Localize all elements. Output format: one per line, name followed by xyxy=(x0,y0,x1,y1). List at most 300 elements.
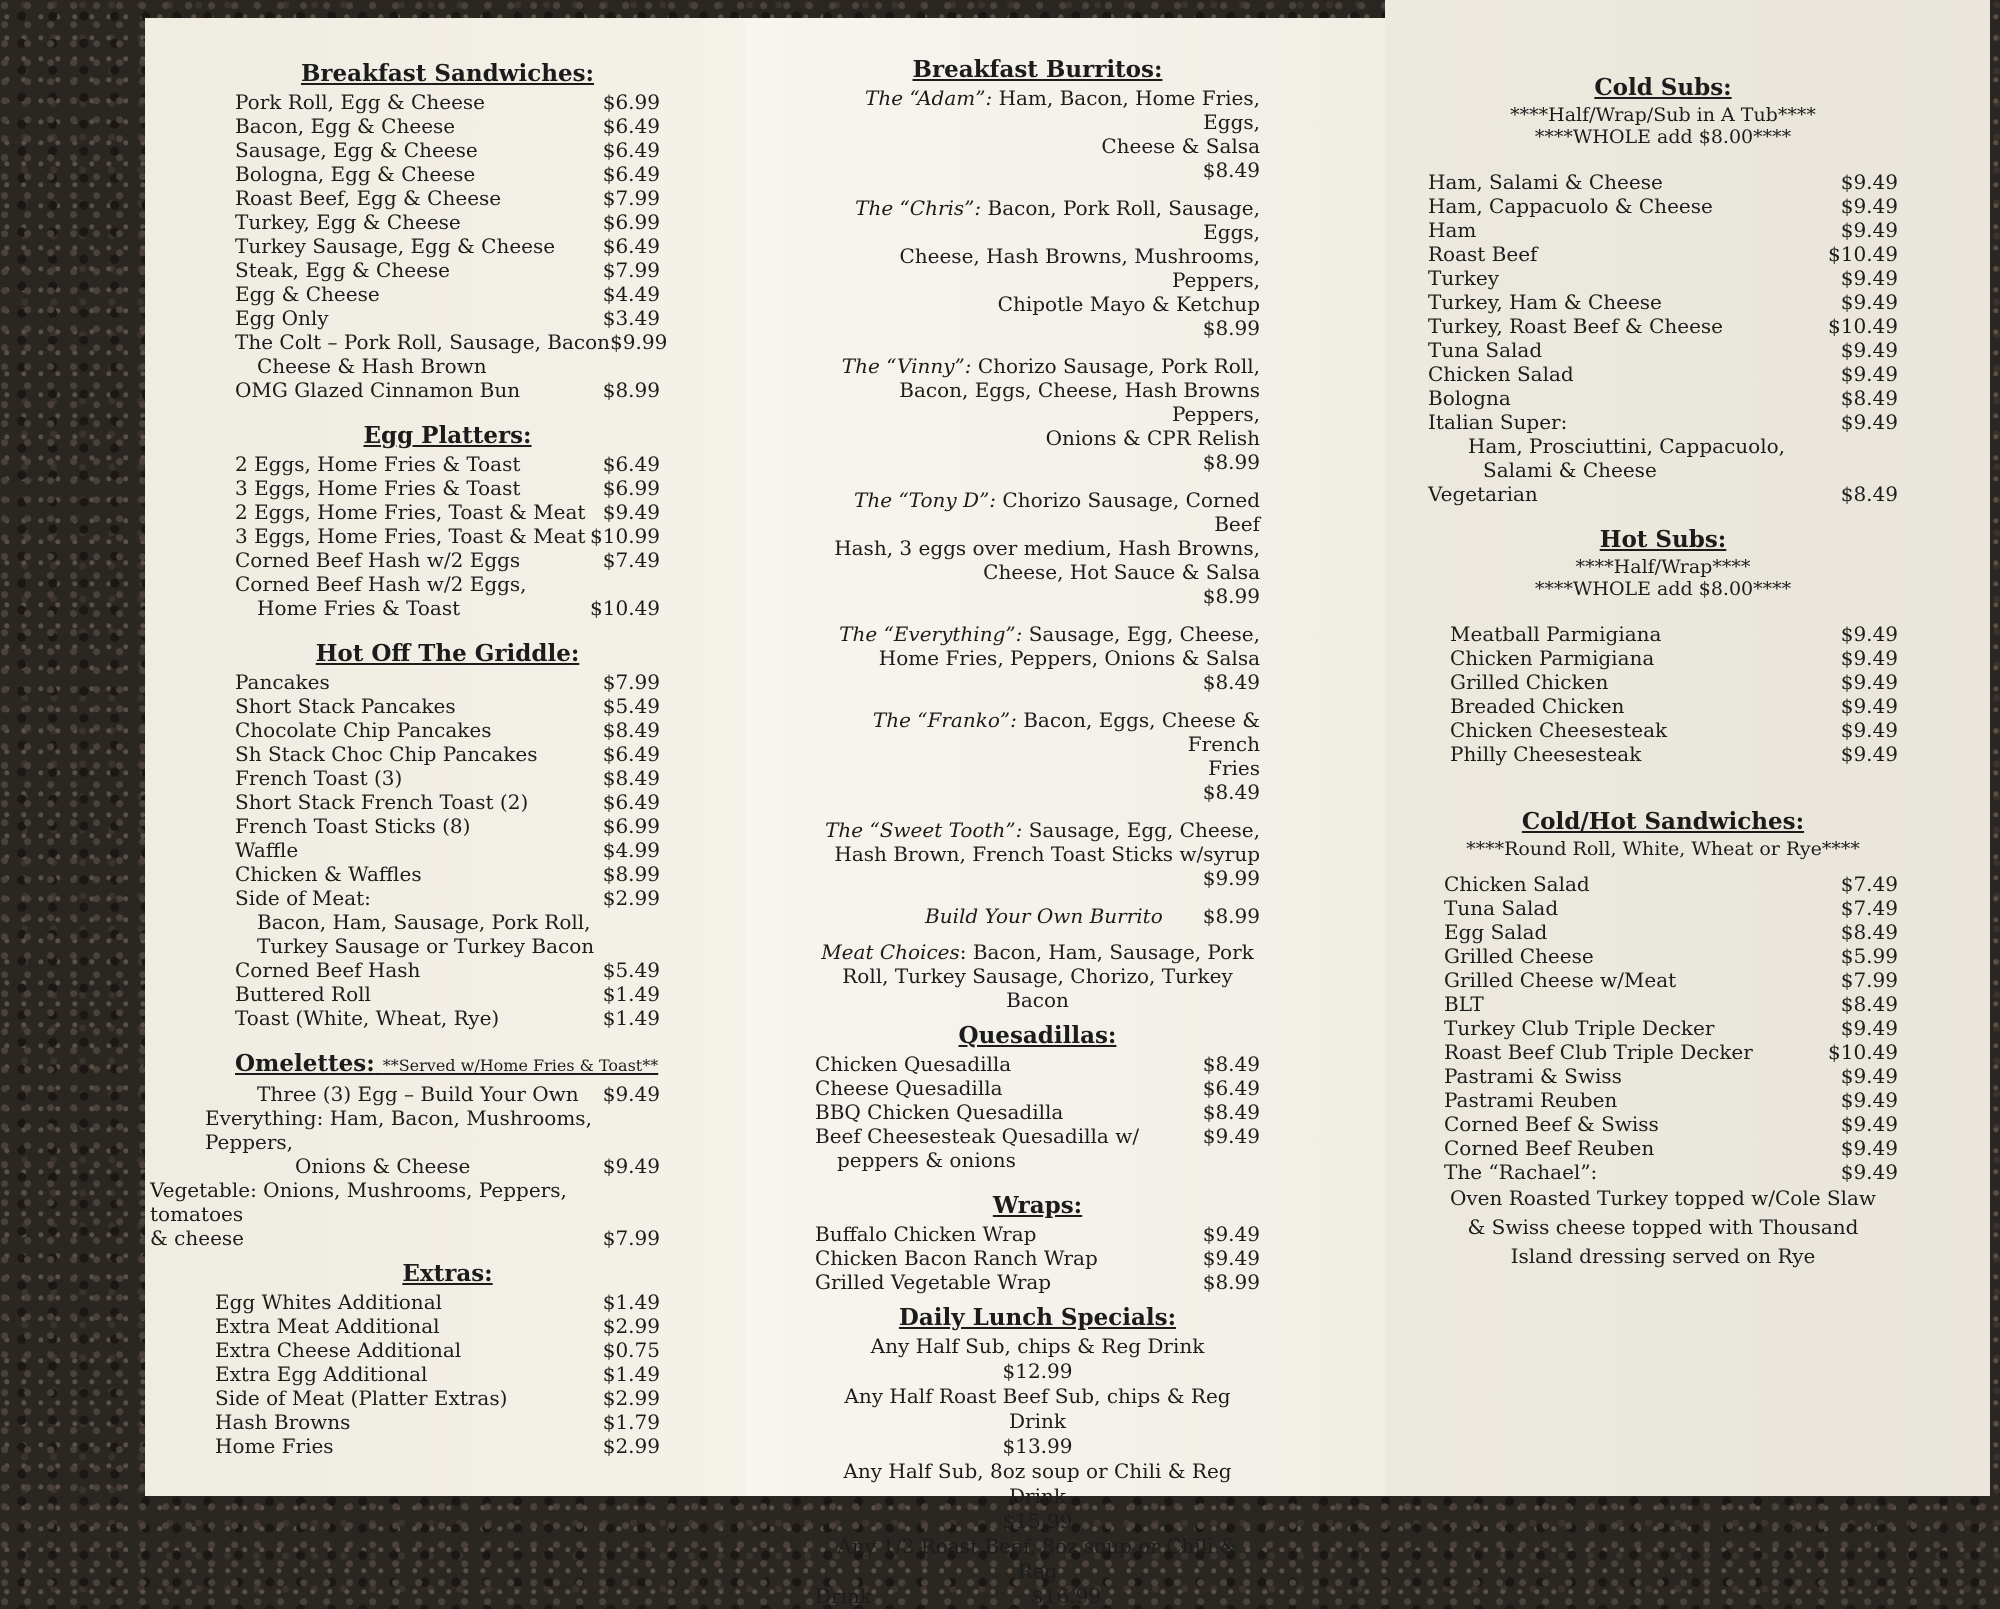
item-name: French Toast (3) xyxy=(235,766,403,790)
colt-description: Cheese & Hash Brown xyxy=(257,354,487,378)
item-name: Bologna, Egg & Cheese xyxy=(235,162,476,186)
item-price: $6.49 xyxy=(602,138,660,162)
burrito-item xyxy=(815,354,1260,474)
menu-item xyxy=(235,596,660,620)
item-price: $12.99 xyxy=(1002,1359,1073,1383)
item-price: $8.49 xyxy=(1840,992,1898,1016)
item-price: $9.49 xyxy=(1840,338,1898,362)
menu-item xyxy=(1428,290,1898,314)
item-price: $7.49 xyxy=(1840,896,1898,920)
special-last-line1: Any 1/2 Roast Beef, 8oz soup or Chili & Reg xyxy=(837,1534,1238,1583)
rachael-description xyxy=(1428,1184,1898,1271)
menu-item xyxy=(1428,482,1898,506)
burrito-desc: Ham, Bacon, Home Fries, Eggs, xyxy=(998,86,1260,134)
item-price: $1.79 xyxy=(602,1410,660,1434)
burrito-item xyxy=(815,488,1260,608)
menu-item xyxy=(1444,1088,1898,1112)
item-price: $9.99 xyxy=(610,330,668,354)
burrito-desc: Bacon, Pork Roll, Sausage, Eggs, xyxy=(987,196,1260,244)
item-name: The “Rachael”: xyxy=(1444,1160,1598,1184)
item-name: Pancakes xyxy=(235,670,330,694)
menu-item xyxy=(215,1434,660,1458)
burrito-desc: Hash, 3 eggs over medium, Hash Browns, xyxy=(834,536,1260,560)
menu-item xyxy=(235,1082,660,1106)
menu-item xyxy=(1444,1064,1898,1088)
section-title-extras: Extras: xyxy=(402,1260,493,1287)
item-name: Bologna xyxy=(1428,386,1511,410)
burrito-desc: Home Fries, Peppers, Onions & Salsa xyxy=(878,646,1260,670)
menu-item xyxy=(235,982,660,1006)
item-price: $8.49 xyxy=(1202,1052,1260,1076)
item-name: Breaded Chicken xyxy=(1450,694,1625,718)
menu-item xyxy=(815,1270,1260,1294)
item-price: $7.99 xyxy=(1840,968,1898,992)
item-name: Egg Whites Additional xyxy=(215,1290,443,1314)
item-price: $9.49 xyxy=(1840,194,1898,218)
item-name: Ham, Cappacuolo & Cheese xyxy=(1428,194,1713,218)
item-name: Extra Meat Additional xyxy=(215,1314,440,1338)
menu-item xyxy=(1428,242,1898,266)
menu-item xyxy=(235,210,660,234)
cold-subs-note2: ****WHOLE add $8.00**** xyxy=(1534,126,1792,148)
item-name: Chicken Bacon Ranch Wrap xyxy=(815,1246,1098,1270)
menu-item xyxy=(815,904,1260,928)
item-price: $9.49 xyxy=(1202,1222,1260,1246)
hash-platter-line2: Home Fries & Toast xyxy=(257,596,461,620)
burrito-desc: Chorizo Sausage, Corned Beef xyxy=(1002,488,1260,536)
vegetable-line1: Vegetable: Onions, Mushrooms, Peppers, tomatoes xyxy=(150,1178,567,1226)
burrito-desc: Onions & CPR Relish xyxy=(1045,426,1260,450)
menu-item xyxy=(815,1124,1260,1148)
side-meat-line3: Turkey Sausage or Turkey Bacon xyxy=(257,934,595,958)
menu-item xyxy=(235,766,660,790)
menu-item xyxy=(1428,338,1898,362)
item-name: OMG Glazed Cinnamon Bun xyxy=(235,378,521,402)
section-title-breakfast-sandwiches: Breakfast Sandwiches: xyxy=(300,60,595,87)
italian-line2: Ham, Prosciuttini, Cappacuolo, xyxy=(1468,434,1785,458)
item-name: Grilled Vegetable Wrap xyxy=(815,1270,1052,1294)
meat-choices-line2: Roll, Turkey Sausage, Chorizo, Turkey Bacon xyxy=(842,964,1233,1012)
item-price: $8.49 xyxy=(1202,1100,1260,1124)
item-name: Pastrami Reuben xyxy=(1444,1088,1618,1112)
meat-choices-line1: : Bacon, Ham, Sausage, Pork xyxy=(959,940,1254,964)
item-name: Egg & Cheese xyxy=(235,282,380,306)
item-name: Short Stack French Toast (2) xyxy=(235,790,529,814)
item-name: Chicken Quesadilla xyxy=(815,1052,1012,1076)
meat-choices-label: Meat Choices xyxy=(821,940,960,964)
item-name: Meatball Parmigiana xyxy=(1450,622,1662,646)
menu-item xyxy=(235,958,660,982)
item-price: $10.49 xyxy=(1828,1040,1898,1064)
rachael-line3: Island dressing served on Rye xyxy=(1510,1244,1816,1268)
item-price: $6.49 xyxy=(602,742,660,766)
burrito-name: The “Tony D”: xyxy=(854,488,997,512)
menu-item xyxy=(235,1154,660,1178)
item-price: $9.49 xyxy=(1840,1136,1898,1160)
item-price: $9.49 xyxy=(1840,290,1898,314)
special-name: Any Half Sub, 8oz soup or Chili & Reg Drink xyxy=(843,1459,1232,1508)
section-title-burritos: Breakfast Burritos: xyxy=(912,56,1163,83)
meat-choices xyxy=(815,940,1260,1012)
item-name: Sh Stack Choc Chip Pancakes xyxy=(235,742,538,766)
item-price: $0.75 xyxy=(602,1338,660,1362)
menu-item xyxy=(235,234,660,258)
item-name: Hash Browns xyxy=(215,1410,351,1434)
item-name: Chocolate Chip Pancakes xyxy=(235,718,492,742)
item-name: Egg Salad xyxy=(1444,920,1548,944)
sandwiches-list xyxy=(1428,872,1898,1184)
item-name: Corned Beef Reuben xyxy=(1444,1136,1655,1160)
item-price: $6.49 xyxy=(602,790,660,814)
burrito-desc: Fries xyxy=(1208,756,1260,780)
hot-subs-list xyxy=(1428,622,1898,766)
menu-item xyxy=(235,886,660,910)
menu-item xyxy=(235,1006,660,1030)
menu-item xyxy=(235,186,660,210)
item-name: Turkey xyxy=(1428,266,1500,290)
burrito-desc: Hash Brown, French Toast Sticks w/syrup xyxy=(834,842,1260,866)
item-name: Roast Beef xyxy=(1428,242,1538,266)
menu-item xyxy=(1428,410,1898,434)
menu-item xyxy=(815,1076,1260,1100)
item-price: $9.49 xyxy=(1840,742,1898,766)
item-name: Waffle xyxy=(235,838,299,862)
item-price: $6.49 xyxy=(602,234,660,258)
item-price: $9.49 xyxy=(1840,410,1898,434)
item-price: $2.99 xyxy=(602,1434,660,1458)
menu-item xyxy=(235,670,660,694)
item-name: Italian Super: xyxy=(1428,410,1568,434)
item-name: 2 Eggs, Home Fries & Toast xyxy=(235,452,521,476)
item-name: Sausage, Egg & Cheese xyxy=(235,138,478,162)
item-name: Home Fries xyxy=(215,1434,334,1458)
item-price: $7.99 xyxy=(602,1226,660,1250)
item-name: Tuna Salad xyxy=(1428,338,1543,362)
menu-item xyxy=(235,694,660,718)
section-title-griddle: Hot Off The Griddle: xyxy=(315,640,580,667)
item-price: $8.99 xyxy=(1202,584,1260,608)
item-price: $2.99 xyxy=(602,886,660,910)
item-price: $9.49 xyxy=(602,1154,660,1178)
burrito-item xyxy=(815,196,1260,340)
omelettes-title: Omelettes: xyxy=(235,1050,375,1077)
menu-item xyxy=(235,258,660,282)
menu-item xyxy=(1444,1136,1898,1160)
item-name: Roast Beef Club Triple Decker xyxy=(1444,1040,1753,1064)
right-column xyxy=(1428,76,1898,1271)
menu-item xyxy=(1428,170,1898,194)
item-price: $8.99 xyxy=(1202,904,1260,928)
item-price: $7.99 xyxy=(602,186,660,210)
section-title-hot-subs: Hot Subs: xyxy=(1599,526,1727,553)
item-name: Extra Cheese Additional xyxy=(215,1338,462,1362)
item-price: $9.49 xyxy=(1840,170,1898,194)
menu-item xyxy=(235,790,660,814)
special-item xyxy=(815,1459,1260,1534)
menu-item xyxy=(1450,694,1898,718)
item-price: $13.99 xyxy=(1002,1434,1073,1458)
item-name: Tuna Salad xyxy=(1444,896,1559,920)
item-name: Corned Beef Hash xyxy=(235,958,421,982)
side-meat-line2: Bacon, Ham, Sausage, Pork Roll, xyxy=(257,910,591,934)
menu-item xyxy=(815,1246,1260,1270)
item-name: Grilled Chicken xyxy=(1450,670,1609,694)
item-name: BLT xyxy=(1444,992,1484,1016)
burrito-desc: Cheese, Hot Sauce & Salsa xyxy=(983,560,1260,584)
item-name: Side of Meat: xyxy=(235,886,371,910)
burrito-item xyxy=(815,622,1260,694)
extras-list xyxy=(215,1290,660,1458)
menu-item xyxy=(215,1314,660,1338)
item-name: Turkey, Ham & Cheese xyxy=(1428,290,1662,314)
burrito-desc: Cheese, Hash Browns, Mushrooms, Peppers, xyxy=(899,244,1260,292)
item-name: 3 Eggs, Home Fries & Toast xyxy=(235,476,521,500)
item-price: $6.99 xyxy=(602,90,660,114)
menu-item xyxy=(1444,1040,1898,1064)
burrito-list xyxy=(815,86,1260,890)
menu-item xyxy=(1428,218,1898,242)
item-name: Chicken Cheesesteak xyxy=(1450,718,1668,742)
menu-item xyxy=(235,282,660,306)
item-price: $1.49 xyxy=(602,1006,660,1030)
item-name: 2 Eggs, Home Fries, Toast & Meat xyxy=(235,500,586,524)
item-price: $5.49 xyxy=(602,958,660,982)
item-price: $6.49 xyxy=(602,452,660,476)
section-title-sandwiches: Cold/Hot Sandwiches: xyxy=(1521,808,1805,835)
item-name: Pork Roll, Egg & Cheese xyxy=(235,90,486,114)
menu-item xyxy=(1444,896,1898,920)
section-title-lunch-specials: Daily Lunch Specials: xyxy=(898,1304,1177,1331)
section-title-quesadillas: Quesadillas: xyxy=(958,1022,1117,1049)
middle-column xyxy=(815,58,1260,1609)
menu-item xyxy=(1444,872,1898,896)
menu-item xyxy=(235,814,660,838)
item-name: Vegetarian xyxy=(1428,482,1538,506)
menu-item xyxy=(1450,742,1898,766)
item-name: Ham xyxy=(1428,218,1477,242)
item-name: BBQ Chicken Quesadilla xyxy=(815,1100,1064,1124)
item-price: $7.99 xyxy=(602,258,660,282)
special-name: Any Half Sub, chips & Reg Drink xyxy=(870,1334,1205,1358)
menu-item xyxy=(235,862,660,886)
italian-line3: Salami & Cheese xyxy=(1483,458,1657,482)
item-name: Chicken Salad xyxy=(1428,362,1574,386)
burrito-desc: Bacon, Eggs, Cheese & French xyxy=(1023,708,1260,756)
menu-item xyxy=(235,138,660,162)
menu-item xyxy=(235,306,660,330)
item-name: Ham, Salami & Cheese xyxy=(1428,170,1663,194)
item-price: $6.99 xyxy=(602,476,660,500)
item-price: $9.49 xyxy=(1840,362,1898,386)
item-price: $9.49 xyxy=(1840,622,1898,646)
item-name: Chicken Parmigiana xyxy=(1450,646,1655,670)
special-last-row xyxy=(815,1584,1260,1609)
burrito-name: The “Franko”: xyxy=(872,708,1017,732)
section-title-wraps: Wraps: xyxy=(992,1192,1083,1219)
menu-item xyxy=(1444,944,1898,968)
menu-item xyxy=(235,524,660,548)
burrito-desc: Bacon, Eggs, Cheese, Hash Browns Peppers, xyxy=(899,378,1260,426)
hot-subs-note2: ****WHOLE add $8.00**** xyxy=(1534,578,1792,600)
item-price: $9.49 xyxy=(1840,1016,1898,1040)
left-column xyxy=(150,60,668,1458)
menu-item xyxy=(235,114,660,138)
item-name: The Colt – Pork Roll, Sausage, Bacon xyxy=(235,330,611,354)
item-name: Corned Beef Hash w/2 Eggs xyxy=(235,548,521,572)
item-name: Build Your Own Burrito xyxy=(925,904,1163,928)
item-price: $9.49 xyxy=(1840,1160,1898,1184)
menu-item xyxy=(235,742,660,766)
item-price: $4.49 xyxy=(602,282,660,306)
menu-item xyxy=(235,718,660,742)
griddle-list-2 xyxy=(235,958,660,1030)
burrito-desc: Cheese & Salsa xyxy=(1101,134,1260,158)
item-price: $8.49 xyxy=(602,766,660,790)
menu-item xyxy=(235,476,660,500)
item-price: $10.99 xyxy=(590,524,660,548)
menu-item xyxy=(235,378,660,402)
griddle-list xyxy=(235,670,660,910)
item-price: $8.49 xyxy=(1202,670,1260,694)
menu-item xyxy=(1428,386,1898,410)
menu-item xyxy=(235,452,660,476)
menu-item xyxy=(215,1386,660,1410)
burrito-desc: Chipotle Mayo & Ketchup xyxy=(997,292,1260,316)
omelettes-note: **Served w/Home Fries & Toast** xyxy=(382,1056,659,1075)
item-price: $6.99 xyxy=(602,210,660,234)
item-price: $5.99 xyxy=(1840,944,1898,968)
item-name: Turkey Sausage, Egg & Cheese xyxy=(235,234,556,258)
burrito-name: The “Adam”: xyxy=(865,86,993,110)
item-name: Cheese Quesadilla xyxy=(815,1076,1003,1100)
item-name: Extra Egg Additional xyxy=(215,1362,428,1386)
item-price: $4.99 xyxy=(602,838,660,862)
hash-platter-line1: Corned Beef Hash w/2 Eggs, xyxy=(235,572,527,596)
item-price: $9.49 xyxy=(1840,218,1898,242)
menu-item xyxy=(1428,194,1898,218)
item-name: Buffalo Chicken Wrap xyxy=(815,1222,1037,1246)
item-price: $1.49 xyxy=(602,982,660,1006)
menu-item xyxy=(815,1222,1260,1246)
special-item xyxy=(815,1334,1260,1384)
item-name: Roast Beef, Egg & Cheese xyxy=(235,186,502,210)
item-price: $9.49 xyxy=(1202,1124,1260,1148)
item-price: $8.49 xyxy=(1202,158,1260,182)
cold-subs-note1: ****Half/Wrap/Sub in A Tub**** xyxy=(1510,104,1816,126)
item-price: $8.99 xyxy=(602,378,660,402)
everything-line1: Everything: Ham, Bacon, Mushrooms, Peppers, xyxy=(205,1106,592,1154)
item-price: $6.49 xyxy=(602,114,660,138)
menu-item xyxy=(1428,314,1898,338)
item-price: $9.49 xyxy=(1840,1064,1898,1088)
menu-item xyxy=(235,838,660,862)
burrito-desc: Sausage, Egg, Cheese, xyxy=(1028,818,1260,842)
item-name: Beef Cheesesteak Quesadilla w/ xyxy=(815,1124,1140,1148)
item-price: $7.49 xyxy=(1840,872,1898,896)
item-price: $9.49 xyxy=(1840,1088,1898,1112)
menu-item xyxy=(1450,670,1898,694)
item-price: $9.49 xyxy=(602,500,660,524)
item-price: $6.99 xyxy=(602,814,660,838)
menu-item xyxy=(215,1362,660,1386)
section-title-egg-platters: Egg Platters: xyxy=(363,422,532,449)
item-price: $2.99 xyxy=(602,1314,660,1338)
burrito-item xyxy=(815,708,1260,804)
item-price: $10.49 xyxy=(1828,314,1898,338)
sandwiches-note: ****Round Roll, White, Wheat or Rye**** xyxy=(1466,838,1860,860)
vegetable-line2: & cheese xyxy=(150,1226,245,1250)
menu-item xyxy=(815,1100,1260,1124)
item-price: $8.49 xyxy=(1840,920,1898,944)
item-price: $3.49 xyxy=(602,306,660,330)
special-last xyxy=(815,1534,1260,1609)
item-price: $9.49 xyxy=(602,1082,660,1106)
item-name: Turkey, Egg & Cheese xyxy=(235,210,461,234)
menu-item xyxy=(215,1410,660,1434)
item-name: Grilled Cheese w/Meat xyxy=(1444,968,1677,992)
menu-item xyxy=(1450,646,1898,670)
item-price: $8.99 xyxy=(1202,316,1260,340)
section-title-cold-subs: Cold Subs: xyxy=(1594,74,1732,101)
item-price: $9.49 xyxy=(1840,694,1898,718)
item-name: Grilled Cheese xyxy=(1444,944,1594,968)
item-name: Short Stack Pancakes xyxy=(235,694,456,718)
item-name: Bacon, Egg & Cheese xyxy=(235,114,456,138)
item-price: $16.99 xyxy=(1031,1584,1101,1608)
item-price: $8.49 xyxy=(1840,386,1898,410)
item-name: Three (3) Egg – Build Your Own xyxy=(257,1082,579,1106)
item-name: Philly Cheesesteak xyxy=(1450,742,1642,766)
item-price: $8.99 xyxy=(1202,450,1260,474)
item-price: $9.99 xyxy=(1202,866,1260,890)
menu-item xyxy=(1444,920,1898,944)
item-price: $10.49 xyxy=(1828,242,1898,266)
item-name: Corned Beef & Swiss xyxy=(1444,1112,1659,1136)
menu-item xyxy=(1444,1160,1898,1184)
item-price: $2.99 xyxy=(602,1386,660,1410)
item-name: Chicken Salad xyxy=(1444,872,1590,896)
hot-subs-note1: ****Half/Wrap**** xyxy=(1575,556,1751,578)
quesadilla-list xyxy=(815,1052,1260,1148)
menu-item xyxy=(1450,622,1898,646)
item-name: Turkey, Roast Beef & Cheese xyxy=(1428,314,1724,338)
menu-item xyxy=(235,162,660,186)
menu-item xyxy=(235,330,668,354)
menu-item xyxy=(1428,266,1898,290)
item-price: $9.49 xyxy=(1840,266,1898,290)
item-name: French Toast Sticks (8) xyxy=(235,814,471,838)
item-price: $1.49 xyxy=(602,1362,660,1386)
rachael-line1: Oven Roasted Turkey topped w/Cole Slaw xyxy=(1449,1186,1877,1210)
item-price: $9.49 xyxy=(1840,646,1898,670)
item-price: $6.49 xyxy=(602,162,660,186)
item-name: Buttered Roll xyxy=(235,982,371,1006)
menu-item xyxy=(1450,718,1898,742)
item-price: $9.49 xyxy=(1840,1112,1898,1136)
breakfast-sandwich-list xyxy=(235,90,668,354)
cold-subs-list xyxy=(1428,170,1898,434)
menu-item xyxy=(215,1338,660,1362)
burrito-item xyxy=(815,86,1260,182)
special-last-line2: Drink xyxy=(815,1584,872,1608)
menu-item xyxy=(1444,1112,1898,1136)
burrito-item xyxy=(815,818,1260,890)
specials-list xyxy=(815,1334,1260,1534)
item-price: $7.99 xyxy=(602,670,660,694)
menu-item xyxy=(235,500,660,524)
burrito-name: The “Vinny”: xyxy=(841,354,972,378)
menu-item xyxy=(150,1226,660,1250)
